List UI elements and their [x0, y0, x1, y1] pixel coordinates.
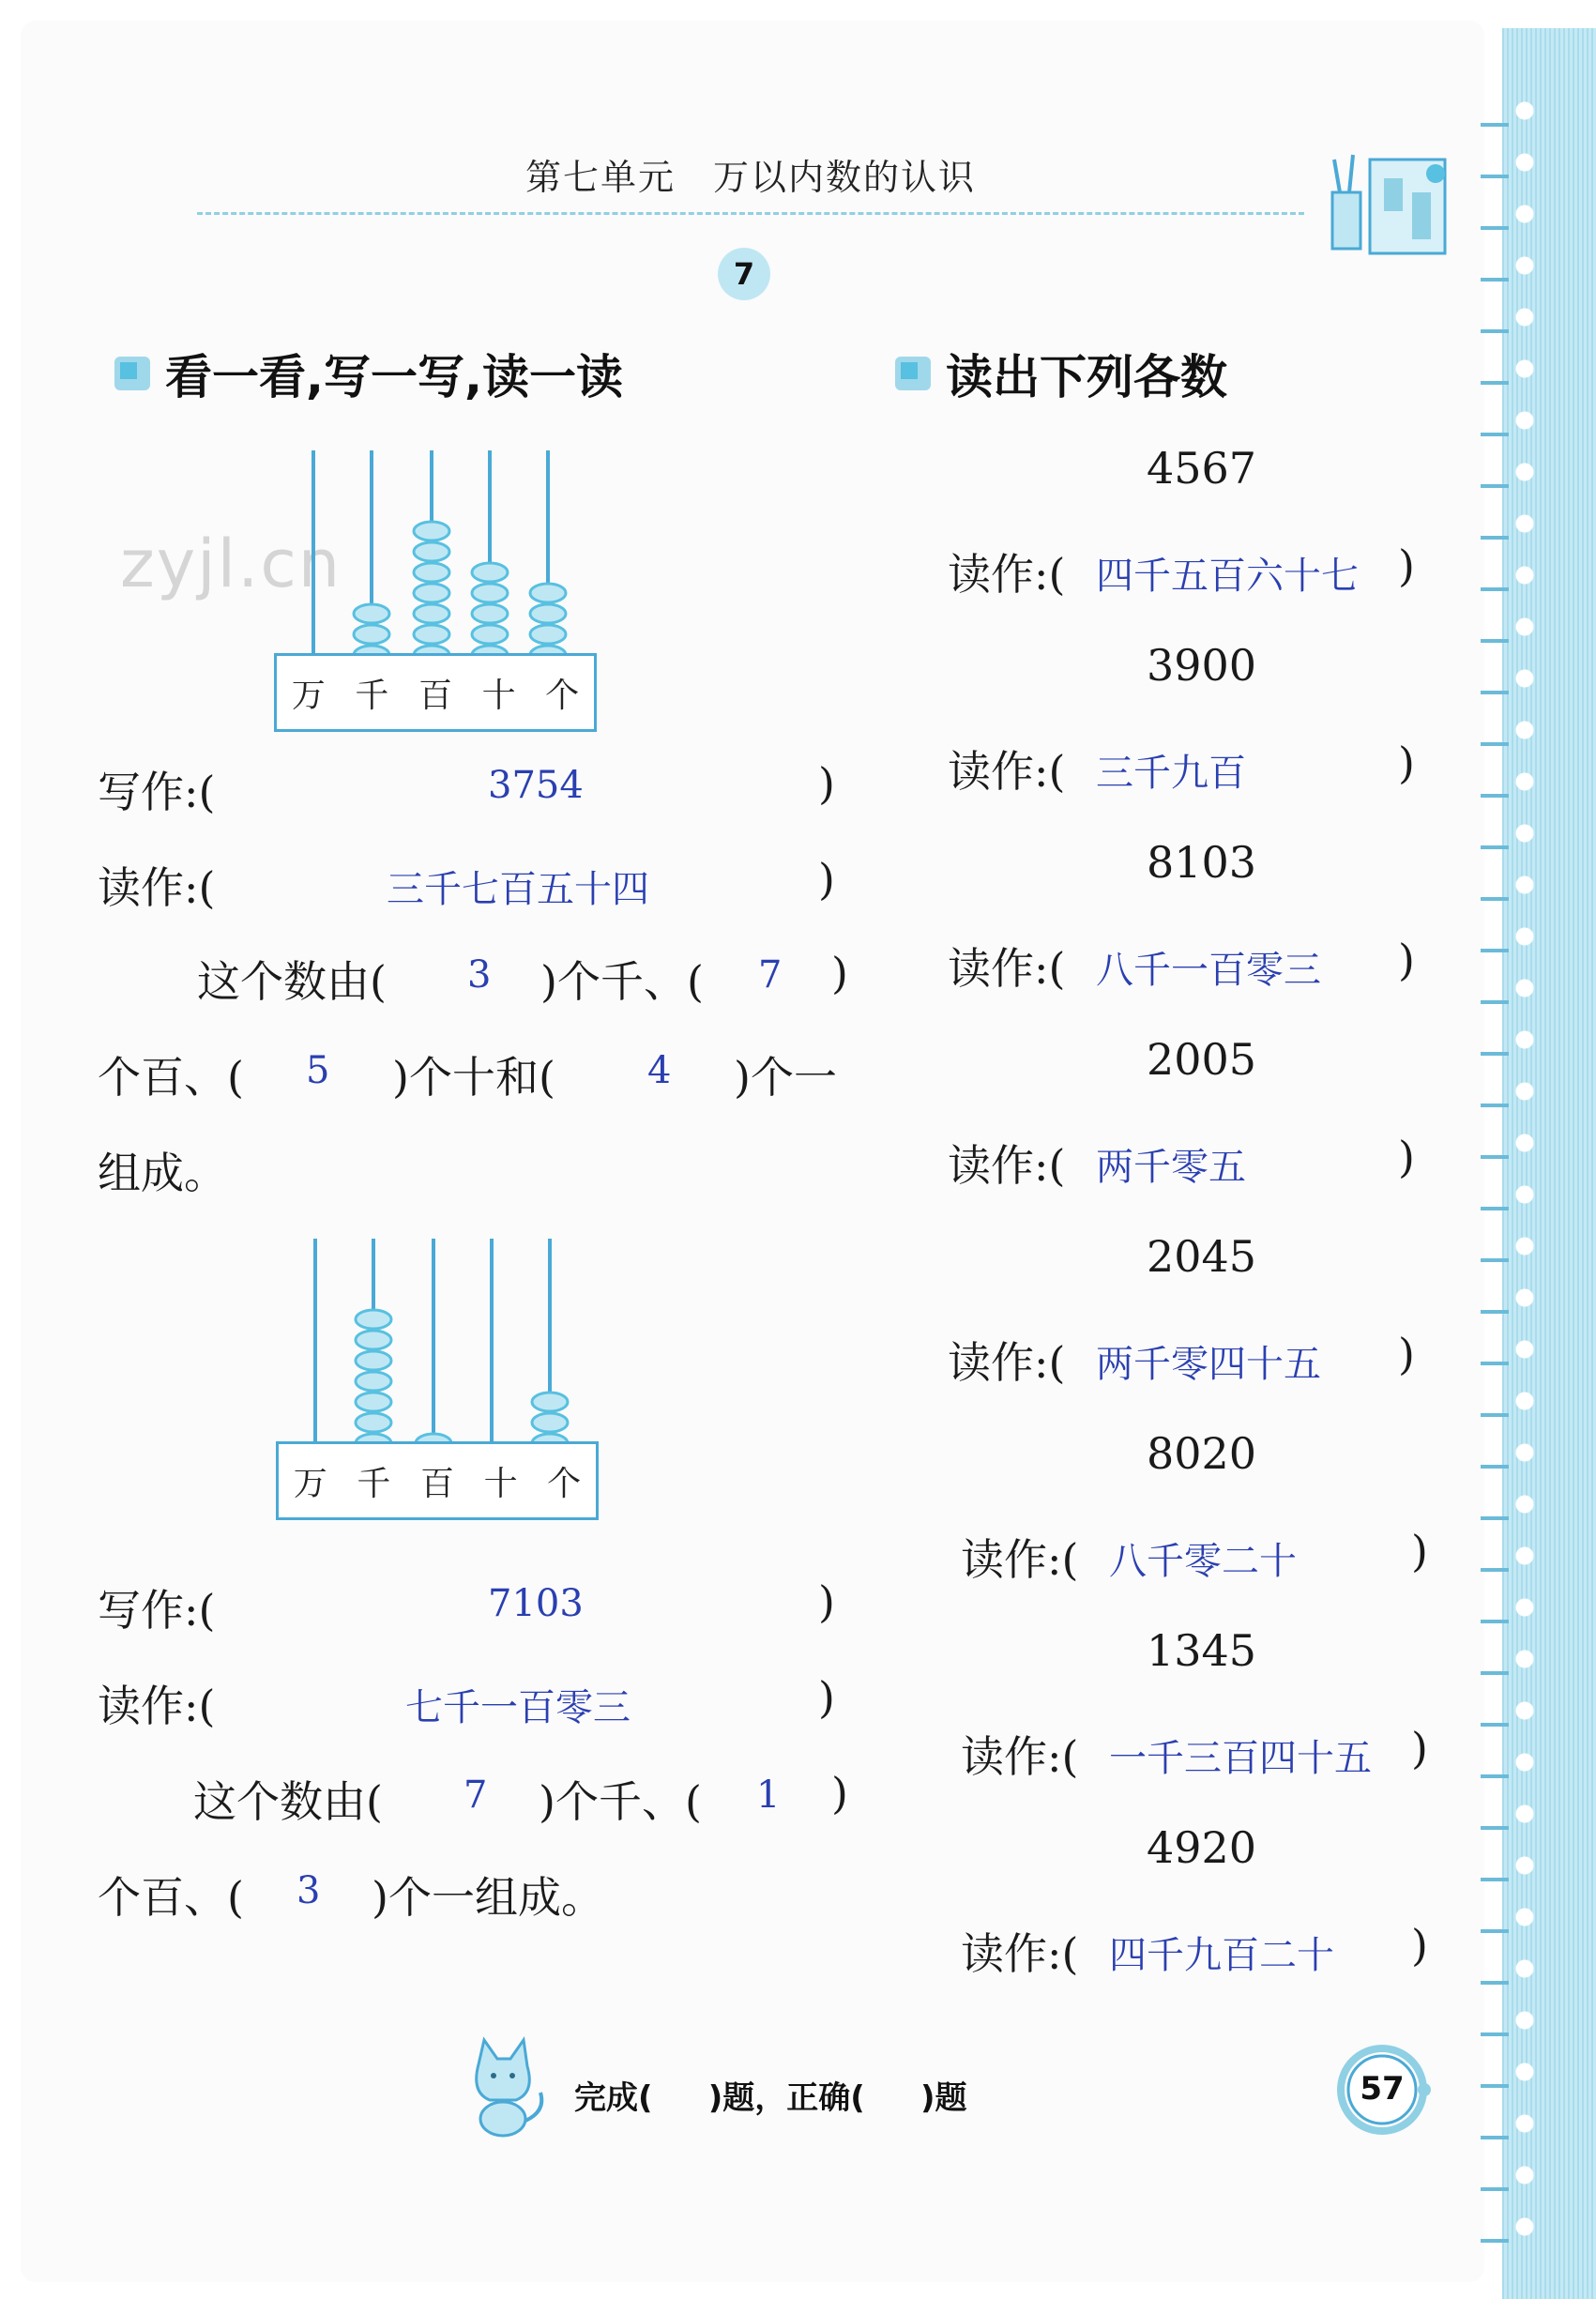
abacus-bead [354, 625, 389, 644]
abacus-bead [414, 522, 449, 540]
abacus-bead [472, 584, 508, 602]
section-marker-icon [893, 353, 935, 394]
number-to-read: 1345 [1147, 1625, 1257, 1676]
read-answer: 两千零五 [1096, 1146, 1246, 1189]
composition-2c: )个一 [734, 1052, 837, 1103]
tens-answer-1: 5 [306, 1049, 330, 1092]
read-label: 读作:( [961, 1928, 1079, 1979]
composition-2-2b: )个一组成。 [372, 1872, 604, 1923]
write-close-1: ) [818, 758, 835, 809]
read-close: ) [1398, 1329, 1415, 1379]
write-answer-2: 7103 [488, 1582, 584, 1625]
read-answer-2: 七千一百零三 [405, 1686, 631, 1729]
read-label: 读作:( [961, 1731, 1079, 1782]
number-to-read: 2045 [1147, 1231, 1257, 1282]
header-divider [197, 212, 1304, 215]
write-label-2: 写作:( [98, 1585, 216, 1636]
ones-answer-2: 3 [296, 1869, 321, 1912]
section-title-text: 看一看,写一写,读一读 [165, 350, 623, 404]
place-label-shi: 十 [481, 676, 516, 715]
abacus-bead [530, 584, 566, 602]
unit-header [525, 148, 1013, 200]
abacus-bead [356, 1393, 391, 1411]
abacus-bead [414, 584, 449, 602]
thousands-answer-2: 7 [464, 1774, 488, 1817]
abacus-bead [414, 604, 449, 623]
abacus-bead [354, 604, 389, 623]
composition-1a: 这个数由( [197, 956, 387, 1007]
read-label-1: 读作:( [98, 862, 216, 913]
read-close: ) [1398, 540, 1415, 591]
composition-2-1a: 这个数由( [193, 1776, 383, 1827]
place-label-bai: 百 [419, 1464, 454, 1503]
hundreds-answer-1: 7 [758, 953, 783, 997]
abacus-bead [356, 1310, 391, 1329]
read-close: ) [1398, 935, 1415, 985]
read-close: ) [1398, 738, 1415, 788]
place-label-bai: 百 [418, 676, 452, 715]
abacus-1-place-labels [274, 653, 597, 732]
abacus-bead [356, 1351, 391, 1370]
read-answer: 八千零二十 [1109, 1540, 1297, 1583]
abacus-bead [356, 1372, 391, 1391]
composition-1c: ) [831, 948, 848, 998]
number-to-read: 2005 [1147, 1034, 1257, 1085]
abacus-2 [276, 1239, 614, 1520]
unit-topic: 万以内数的认识 [713, 157, 977, 198]
abacus-bead [530, 625, 566, 644]
composition-2-2a: 个百、( [98, 1872, 244, 1923]
abacus-bead [532, 1413, 568, 1432]
ones-answer-1: 4 [647, 1049, 672, 1092]
abacus-bead [530, 604, 566, 623]
number-to-read: 3900 [1147, 640, 1257, 691]
read-answer: 一千三百四十五 [1109, 1737, 1372, 1780]
number-to-read: 4567 [1147, 443, 1257, 494]
read-label: 读作:( [961, 1534, 1079, 1585]
abacus-2-rods [276, 1239, 599, 1454]
composition-3: 组成。 [98, 1148, 227, 1198]
cat-icon [450, 2027, 554, 2139]
composition-2-1b: )个千、( [539, 1776, 702, 1827]
abacus-1 [274, 450, 612, 732]
abacus-bead [414, 542, 449, 561]
abacus-2-place-labels [276, 1441, 599, 1520]
place-label-wan: 万 [293, 1464, 327, 1503]
write-close-2: ) [818, 1576, 835, 1627]
write-answer-1: 3754 [488, 764, 584, 807]
number-to-read: 8020 [1147, 1428, 1257, 1479]
read-answer: 四千九百二十 [1109, 1934, 1334, 1977]
composition-1b: )个千、( [540, 956, 704, 1007]
read-label: 读作:( [948, 943, 1066, 994]
read-label: 读作:( [948, 549, 1066, 600]
unit-title: 第七单元 [525, 157, 676, 198]
composition-2-1c: ) [831, 1768, 848, 1819]
abacus-bead [414, 563, 449, 582]
read-label: 读作:( [948, 1337, 1066, 1388]
section-title-left [113, 340, 623, 407]
composition-2b: )个十和( [392, 1052, 555, 1103]
read-close: ) [1398, 1132, 1415, 1182]
read-answer: 三千九百 [1096, 752, 1246, 795]
abacus-bead [472, 563, 508, 582]
abacus-bead [472, 625, 508, 644]
thousands-answer-1: 3 [467, 953, 492, 997]
read-close-1: ) [818, 854, 835, 905]
abacus-bead [414, 625, 449, 644]
number-to-read: 8103 [1147, 837, 1257, 888]
watermark: zyjl.cn [120, 525, 342, 602]
read-close: ) [1411, 1723, 1428, 1774]
place-label-ge: 个 [545, 676, 580, 715]
abacus-bead [532, 1393, 568, 1411]
read-label-2: 读作:( [98, 1681, 216, 1731]
composition-2a: 个百、( [98, 1052, 244, 1103]
place-label-ge: 个 [547, 1464, 582, 1503]
read-answer-1: 三千七百五十四 [387, 868, 649, 911]
read-label: 读作:( [948, 1140, 1066, 1191]
read-answer: 两千零四十五 [1096, 1343, 1321, 1386]
page-number: 57 [1360, 2070, 1405, 2108]
read-close: ) [1411, 1526, 1428, 1576]
section-marker-icon [113, 353, 154, 394]
section-title-text: 读出下列各数 [946, 350, 1227, 404]
section-title-right [893, 340, 1227, 407]
stationery-illustration-icon [1314, 141, 1464, 267]
number-to-read: 4920 [1147, 1822, 1257, 1873]
write-label-1: 写作:( [98, 767, 216, 817]
read-answer: 八千一百零三 [1096, 949, 1321, 992]
abacus-bead [356, 1413, 391, 1432]
abacus-bead [356, 1331, 391, 1349]
binding-holes [1506, 94, 1543, 2252]
read-close-2: ) [818, 1672, 835, 1723]
read-answer: 四千五百六十七 [1096, 555, 1359, 598]
read-label: 读作:( [948, 746, 1066, 797]
hundreds-answer-2: 1 [756, 1774, 781, 1817]
completion-summary: 完成( )题，正确( )题 [574, 2079, 967, 2117]
abacus-1-rods [274, 450, 597, 666]
lesson-number-badge: 7 [718, 248, 770, 300]
place-label-qian: 千 [355, 676, 389, 715]
abacus-bead [472, 604, 508, 623]
place-label-shi: 十 [483, 1464, 518, 1503]
read-close: ) [1411, 1920, 1428, 1971]
place-label-wan: 万 [291, 676, 326, 715]
place-label-qian: 千 [357, 1464, 391, 1503]
